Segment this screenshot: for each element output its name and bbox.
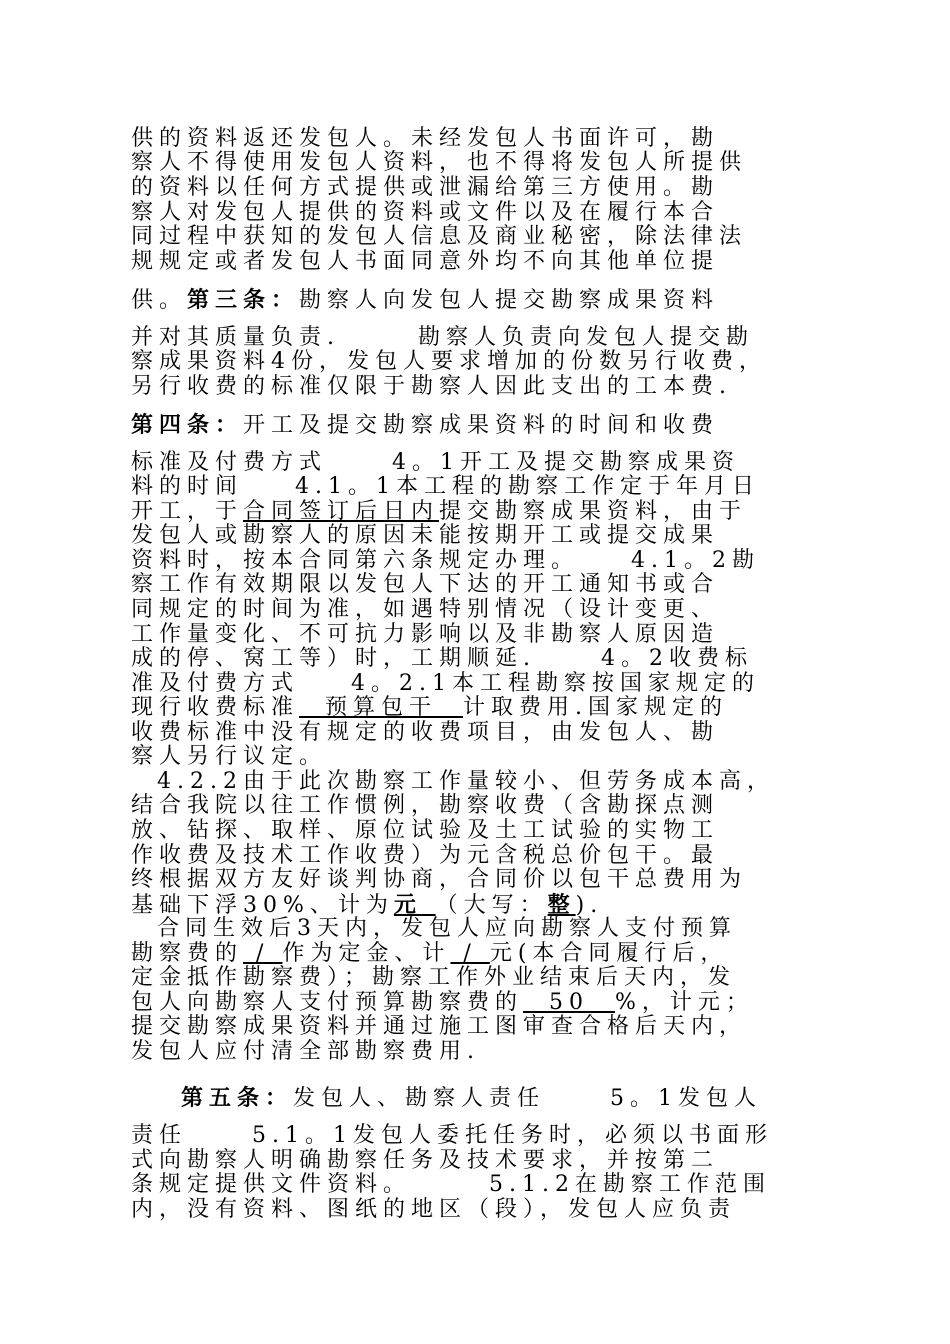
text-segment: 包人向勘察人支付预算勘察费的 — [131, 990, 524, 1015]
text-segment: 的资料以任何方式提供或泄漏给第三方使用。勘 — [131, 175, 720, 200]
text-segment: 察人不得使用发包人资料，也不得将发包人所提供 — [131, 150, 748, 175]
text-segment: 发包人、勘察人责任 5。1发包人 — [293, 1086, 762, 1111]
text-line — [181, 1085, 762, 1112]
text-segment: 勘察费的 — [131, 941, 244, 966]
text-segment: 条规定提供文件资料。 5.1.2在勘察工作范围 — [131, 1172, 771, 1197]
filled-field: 合同签订后日内 — [243, 499, 440, 524]
text-segment: 定金抵作勘察费）；勘察工作外业结束后天内，发 — [131, 965, 737, 990]
filled-field: 预算包干 — [299, 695, 463, 720]
text-line — [131, 1148, 719, 1174]
filled-field: / — [450, 941, 490, 966]
text-segment: 成的停、窝工等）时，工期顺延. 4。2收费标 — [131, 646, 753, 671]
text-line — [131, 412, 719, 439]
text-line — [131, 374, 732, 400]
text-segment: 标准及付费方式 4。1开工及提交勘察成果资 — [131, 450, 740, 475]
text-segment: %，计元； — [614, 990, 754, 1015]
text-segment: 同规定的时间为准，如遇特别情况（设计变更、 — [131, 597, 720, 622]
text-line — [131, 150, 747, 176]
text-line — [131, 597, 719, 623]
clause-heading: 第四条： — [131, 412, 244, 438]
text-line — [131, 867, 747, 893]
text-line — [131, 126, 719, 152]
text-segment: 现行收费标准 — [131, 695, 300, 720]
text-line — [131, 474, 760, 500]
clause-heading: 第五条： — [181, 1085, 294, 1111]
text-segment: 内，没有资料、图纸的地区（段），发包人应负责 — [131, 1197, 737, 1222]
text-line — [131, 892, 603, 919]
text-line — [131, 1039, 480, 1065]
text-segment: 提交勘察成果资料，由于 — [439, 499, 748, 524]
text-line — [131, 249, 719, 275]
text-segment: 察人对发包人提供的资料或文件以及在履行本合 — [131, 200, 720, 225]
text-segment: 发包人应付清全部勘察费用. — [131, 1039, 480, 1064]
text-line — [131, 941, 728, 967]
text-segment: 提交勘察成果资料并通过施工图审查合格后天内， — [131, 1014, 748, 1039]
text-line — [131, 1014, 747, 1040]
text-segment: 收费标准中没有规定的收费项目，由发包人、勘 — [131, 720, 720, 745]
text-segment: （大写： — [435, 893, 548, 918]
text-segment: ). — [575, 893, 604, 918]
text-line — [131, 793, 719, 819]
text-line — [131, 622, 719, 648]
text-segment: 另行收费的标准仅限于勘察人因此支出的工本费. — [131, 374, 732, 399]
clause-heading: 整 — [547, 892, 576, 918]
text-line — [131, 224, 747, 250]
text-line — [131, 744, 327, 770]
text-line — [131, 720, 719, 746]
text-line — [131, 548, 760, 574]
text-segment: 终根据双方友好谈判协商，合同价以包干总费用为 — [131, 867, 748, 892]
text-line — [131, 843, 719, 869]
text-segment: 并对其质量负责. 勘察人负责向发包人提交勘 — [131, 325, 754, 350]
text-segment: 4.2.2由于此次勘察工作量较小、但劳务成本高， — [131, 769, 775, 794]
clause-heading: 第三条： — [187, 287, 300, 313]
text-segment: 供。 — [131, 288, 188, 313]
text-line — [131, 1172, 771, 1198]
text-segment: 计取费用.国家规定的 — [463, 695, 728, 720]
text-line — [131, 349, 767, 375]
text-segment: 结合我院以往工作惯例，勘察收费（含勘探点测 — [131, 793, 720, 818]
text-segment: 料的时间 4.1。1本工程的勘察工作定于年月日 — [131, 474, 760, 499]
text-segment: 准及付费方式 4。2.1本工程勘察按国家规定的 — [131, 671, 760, 696]
text-line — [131, 450, 740, 476]
text-line — [131, 965, 736, 991]
filled-field: 50 — [523, 990, 615, 1015]
text-segment: 元(本合同履行后， — [489, 941, 729, 966]
text-segment: 责任 5.1。1发包人委托任务时，必须以书面形 — [131, 1123, 773, 1148]
text-line — [131, 175, 719, 201]
filled-field: / — [243, 941, 283, 966]
text-segment: 放、钻探、取样、原位试验及土工试验的实物工 — [131, 818, 720, 843]
text-line — [131, 572, 719, 598]
text-line — [131, 769, 775, 795]
text-segment: 开工及提交勘察成果资料的时间和收费 — [243, 413, 720, 438]
text-segment: 开工，于 — [131, 499, 244, 524]
text-segment: 资料时，按本合同第六条规定办理。 4.1。2勘 — [131, 548, 760, 573]
text-segment: 作为定金、计 — [282, 941, 451, 966]
text-line — [131, 499, 747, 525]
text-segment: 同过程中获知的发包人信息及商业秘密，除法律法 — [131, 224, 748, 249]
text-segment: 合同生效后3天内，发包人应向勘察人支付预算 — [131, 916, 737, 941]
text-line — [131, 325, 754, 351]
text-segment: 基础下浮30%、计为 — [131, 893, 394, 918]
text-line — [131, 200, 719, 226]
text-segment: 勘察人向发包人提交勘察成果资料 — [299, 288, 720, 313]
text-line — [131, 646, 753, 672]
text-segment: 供的资料返还发包人。未经发包人书面许可，勘 — [131, 126, 720, 151]
text-segment: 察工作有效期限以发包人下达的开工通知书或合 — [131, 572, 720, 597]
text-segment: 规规定或者发包人书面同意外均不向其他单位提 — [131, 249, 720, 274]
text-line — [131, 523, 719, 549]
text-segment: 式向勘察人明确勘察任务及技术要求，并按第二 — [131, 1148, 720, 1173]
text-segment: 察成果资料4份，发包人要求增加的份数另行收费， — [131, 349, 767, 374]
text-line — [131, 287, 719, 314]
text-line — [131, 695, 728, 721]
text-line — [131, 818, 719, 844]
text-segment: 察人另行议定。 — [131, 744, 328, 769]
text-segment: 发包人或勘察人的原因未能按期开工或提交成果 — [131, 523, 720, 548]
text-line — [131, 1197, 736, 1223]
text-line — [131, 916, 737, 942]
text-line — [131, 671, 760, 697]
text-segment: 工作量变化、不可抗力影响以及非勘察人原因造 — [131, 622, 720, 647]
text-segment: 作收费及技术工作收费）为元含税总价包干。最 — [131, 843, 720, 868]
text-line — [131, 990, 754, 1016]
text-line — [131, 1123, 773, 1149]
clause-heading: 元 — [393, 892, 436, 918]
